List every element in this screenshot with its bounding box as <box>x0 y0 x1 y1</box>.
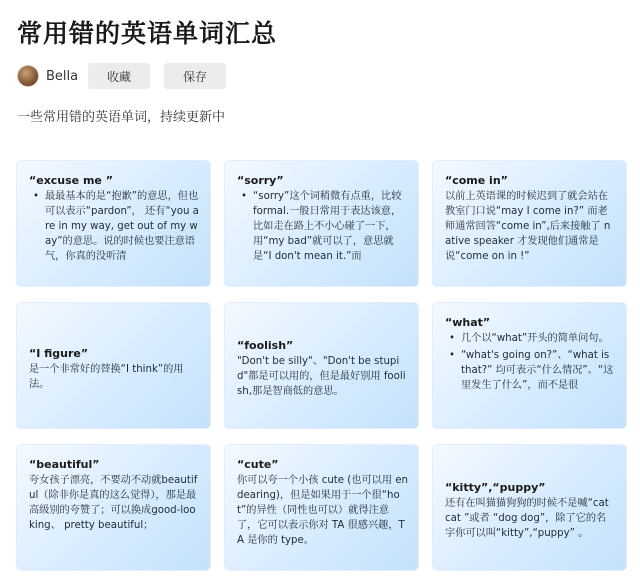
card-bullet-list <box>237 189 408 264</box>
card-grid <box>17 161 629 570</box>
card-body: "Don't be silly"、"Don't be stupid"都是可以用的，但是最好别用 foolish,那是智商低的意思。 <box>237 356 406 397</box>
card-body: 是一个非常好的替换“I think”的用法。 <box>29 363 184 390</box>
page-title: 常用错的英语单词汇总 <box>17 19 278 48</box>
card-bullet: • 几个以“what”开头的简单问句。 <box>461 331 616 346</box>
card-title: “come in” <box>445 174 508 187</box>
card-title: “kitty”,“puppy” <box>445 481 546 494</box>
card-kitty-puppy[interactable] <box>433 445 626 570</box>
card-title: “cute” <box>237 458 279 471</box>
page-description: 一些常用错的英语单词，持续更新中 <box>17 110 226 125</box>
card-title: “beautiful” <box>29 458 100 471</box>
card-title: “foolish” <box>237 339 294 352</box>
collect-button[interactable]: 收藏 <box>88 63 150 89</box>
card-title: “I figure” <box>29 346 89 360</box>
card-bullet-list <box>445 331 616 393</box>
card-body: 以前上英语课的时候迟到了就会站在教室门口说“may I come in?” 而老师通常回答“come in”,后来接触了 native speaker 才发现他们通常是说“come on in !” <box>445 191 611 262</box>
card-bullet: • “what's going on?”、“what is that?” 均可表示“什么情况”、“这里发生了什么”，而不是很 <box>461 348 616 393</box>
card-title: “sorry” <box>237 174 284 187</box>
author-toolbar <box>17 62 226 90</box>
author-name[interactable]: Bella <box>46 68 79 84</box>
card-come-in[interactable] <box>433 161 626 286</box>
card-body: 你可以夸一个小孩 cute (也可以用 endearing)，但是如果用于一个很“hot”的异性（同性也可以）就得注意了，它可以表示你对 TA 很感兴趣，TA 是你的 type。 <box>237 475 408 546</box>
avatar[interactable] <box>17 65 39 87</box>
card-title: “what” <box>445 316 491 329</box>
card-beautiful[interactable] <box>17 445 210 570</box>
card-excuse-me[interactable] <box>17 161 210 286</box>
card-what[interactable] <box>433 303 626 428</box>
card-title: “excuse me ” <box>29 174 113 187</box>
card-foolish[interactable] <box>225 303 418 428</box>
card-bullet: • 最最基本的是“抱歉”的意思，但也可以表示“pardon”， 还有“you are in my way, get out of my way”的意思。说的时候也要注意语气，你真的没听清 <box>45 189 200 264</box>
card-body: 还有在叫猫猫狗狗的时候不是喊“cat cat ”或者 “dog dog”，除了它的名字你可以叫“kitty”,“puppy” 。 <box>445 498 609 539</box>
card-i-figure[interactable] <box>17 303 210 428</box>
save-button[interactable]: 保存 <box>164 63 226 89</box>
card-body: 夸女孩子漂亮，不要动不动就beautiful（除非你是真的这么觉得），那是最高级别的夸赞了；可以换成good-looking、 pretty beautiful； <box>29 475 198 531</box>
card-sorry[interactable] <box>225 161 418 286</box>
card-bullet-list <box>29 189 200 264</box>
card-bullet: • “sorry”这个词稍微有点重，比较 formal.一般日常用于表达该意，比如走在路上不小心碰了一下，用“my bad”就可以了，意思就是“I don't mean it.”而 <box>253 189 408 264</box>
card-cute[interactable] <box>225 445 418 570</box>
